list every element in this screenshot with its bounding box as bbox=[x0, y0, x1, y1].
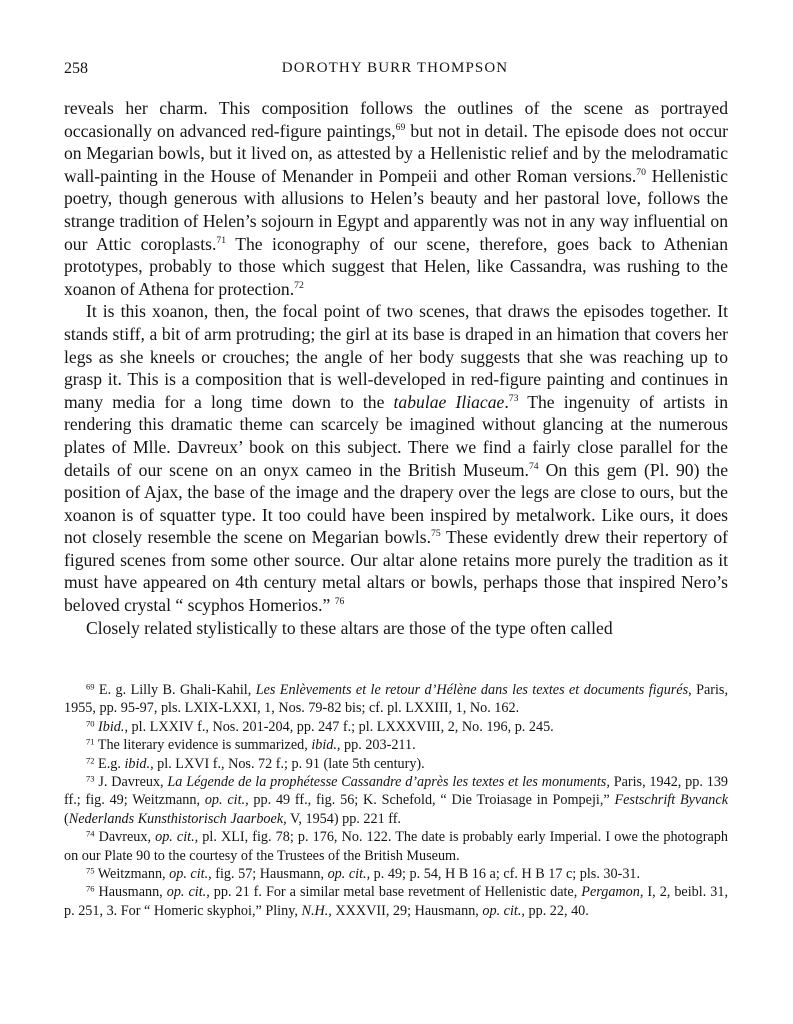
note-reference: 76 bbox=[334, 595, 345, 607]
text-run: reveals her charm. This composition follows the outlines of the scene as portrayed occasionally on advanced red-figure paintings, bbox=[64, 98, 728, 141]
footnote-number: 73 bbox=[86, 773, 95, 784]
text-run: The iconography of our scene, therefore, goes back to Athenian prototypes, probably to those which suggest that Helen, like Cassandra, was rushing to the xoanon of Athena for protection. bbox=[64, 233, 728, 299]
italic-text: Pergamon, bbox=[581, 884, 644, 901]
footnote-number: 74 bbox=[86, 828, 95, 839]
text-run: Closely related stylistically to these altars are those of the type often called bbox=[86, 617, 613, 638]
italic-text: op. cit., bbox=[155, 829, 199, 846]
footnote bbox=[64, 681, 728, 718]
italic-text: op. cit., bbox=[204, 792, 249, 809]
italic-text: op. cit., bbox=[482, 902, 525, 919]
italic-text: N.H., bbox=[301, 902, 332, 919]
text-run: fig. 57; Hausmann, bbox=[211, 866, 328, 883]
text-run: Hellenistic poetry, though generous with allusions to Helen’s beauty and her pastoral love, follows the strange tradition of Helen’s sojourn in Egypt and apparently was not in any way influential on our Attic coroplasts. bbox=[64, 165, 728, 254]
footnote bbox=[64, 773, 728, 828]
footnote-number: 70 bbox=[86, 718, 95, 729]
text-run: Hausmann, bbox=[94, 884, 167, 901]
footnote-number: 69 bbox=[86, 681, 95, 692]
text-run: V, 1954) pp. 221 ff. bbox=[286, 810, 401, 827]
footnote-number: 76 bbox=[86, 883, 95, 894]
note-reference: 71 bbox=[216, 234, 227, 246]
text-run: XXXVII, 29; Hausmann, bbox=[331, 902, 483, 919]
italic-text: ibid., bbox=[124, 755, 154, 772]
note-reference: 69 bbox=[395, 121, 406, 133]
note-reference: 70 bbox=[636, 166, 646, 178]
text-run: Paris, 1955, pp. 95-97, pls. LXIX-LXXI, 1, Nos. 79-82 bis; cf. pl. LXXIII, 1, No. 162. bbox=[64, 682, 728, 717]
note-reference: 72 bbox=[294, 279, 304, 291]
footnote bbox=[64, 736, 728, 754]
italic-text: op. cit., bbox=[327, 866, 371, 883]
footnotes bbox=[64, 681, 728, 920]
text-run: E.g. bbox=[94, 755, 125, 772]
text-run: These evidently drew their repertory of figured scenes from some other source. Our altar alone retains more purely the tradition as it must have appeared on 4th century metal altars or bowls, perhaps those that inspired Nero’s beloved crystal “ scyphos Homerios.” bbox=[64, 527, 728, 616]
footnote bbox=[64, 865, 728, 883]
text-run: pp. 22, 40. bbox=[524, 902, 589, 919]
italic-text: Ibid., bbox=[98, 718, 128, 735]
italic-text: Les Enlèvements et le retour d’Hélène dans les textes et documents figurés, bbox=[255, 682, 692, 698]
text-run: The ingenuity of artists in rendering this dramatic theme can scarcely be imagined without glancing at the numerous plates of Mlle. Davreux’ book on this subject. There we find a fairly close parallel for the details of our scene on an onyx cameo in the British Museum. bbox=[64, 391, 728, 480]
footnote bbox=[64, 755, 728, 773]
text-run: pp. 21 f. For a similar metal base revetment of Hellenistic date, bbox=[209, 884, 582, 901]
text-run: but not in detail. The episode does not occur on Megarian bowls, but it lived on, as attested by a Hellenistic relief and by the melodramatic wall-painting in the House of Menander in Pompeii and other Roman versions. bbox=[64, 120, 728, 186]
text-run: On this gem (Pl. 90) the position of Ajax, the base of the image and the drapery over the legs are close to ours, but the xoanon is of squatter type. It too could have been inspired by metalwork. Like ours, it does not closely resemble the scene on Megarian bowls. bbox=[64, 459, 729, 548]
footnote bbox=[64, 883, 728, 920]
text-run: . bbox=[504, 391, 509, 412]
footnote-number: 71 bbox=[86, 736, 95, 747]
italic-text: La Légende de la prophétesse Cassandre d’après les textes et les monuments, bbox=[167, 774, 610, 791]
text-run: pl. LXXIV f., Nos. 201-204, pp. 247 f.; pl. LXXXVIII, 2, No. 196, p. 245. bbox=[128, 718, 554, 735]
italic-text: op. cit., bbox=[166, 884, 210, 901]
text-run: pp. 49 ff., fig. 56; K. Schefold, “ Die Troiasage in Pompeji,” bbox=[248, 792, 615, 809]
text-run: It is this xoanon, then, the focal point of two scenes, that draws the episodes together. It stands stiff, a bit of arm protruding; the girl at its base is draped in an himation that covers her legs as she kneels or crouches; the angle of her body suggests that she was reaching up to grasp it. This is a composition that is well-developed in red-figure painting and continues in many media for a long time down to the bbox=[64, 301, 728, 412]
running-head bbox=[64, 60, 726, 84]
text-run: Davreux, bbox=[94, 829, 156, 846]
body-paragraph bbox=[64, 300, 728, 616]
footnote bbox=[64, 718, 728, 736]
text-run: I, 2, beibl. 31, p. 251, 3. For “ Homeric skyphoi,” Pliny, bbox=[64, 884, 728, 919]
body-paragraph bbox=[64, 617, 728, 640]
text-run: Paris, 1942, pp. 139 ff.; fig. 49; Weitzmann, bbox=[64, 774, 729, 809]
body-paragraph bbox=[64, 97, 728, 300]
running-title: DOROTHY BURR THOMPSON bbox=[281, 60, 509, 76]
text-run: pl. LXVI f., Nos. 72 f.; p. 91 (late 5th century). bbox=[153, 755, 425, 772]
text-run: Weitzmann, bbox=[94, 866, 170, 883]
text-run: The literary evidence is summarized, bbox=[94, 737, 312, 754]
italic-text: tabulae Iliacae bbox=[393, 391, 505, 412]
italic-text: Nederlands Kunsthistorisch Jaarboek, bbox=[68, 810, 287, 827]
italic-text: Festschrift Byvanck bbox=[614, 792, 728, 809]
footnote-number: 75 bbox=[86, 865, 95, 876]
italic-text: ibid., bbox=[311, 737, 341, 754]
note-reference: 73 bbox=[508, 392, 519, 404]
text-run: E. g. Lilly B. Ghali-Kahil, bbox=[94, 682, 256, 698]
text-run: J. Davreux, bbox=[94, 774, 168, 791]
page-number: 258 bbox=[64, 60, 88, 77]
footnote-number: 72 bbox=[86, 754, 95, 765]
note-reference: 75 bbox=[431, 528, 441, 540]
text-run: pl. XLI, fig. 78; p. 176, No. 122. The date is probably early Imperial. I owe the photograph on our Plate 90 to the courtesy of the Trustees of the British Museum. bbox=[64, 829, 728, 864]
italic-text: op. cit., bbox=[169, 866, 212, 883]
text-run: pp. 203-211. bbox=[340, 737, 416, 754]
text-run: ( bbox=[64, 810, 69, 827]
text-run: p. 49; p. 54, H B 16 a; cf. H B 17 c; pls. 30-31. bbox=[370, 866, 641, 883]
body-text bbox=[64, 97, 728, 639]
footnote bbox=[64, 828, 728, 865]
note-reference: 74 bbox=[528, 460, 539, 472]
